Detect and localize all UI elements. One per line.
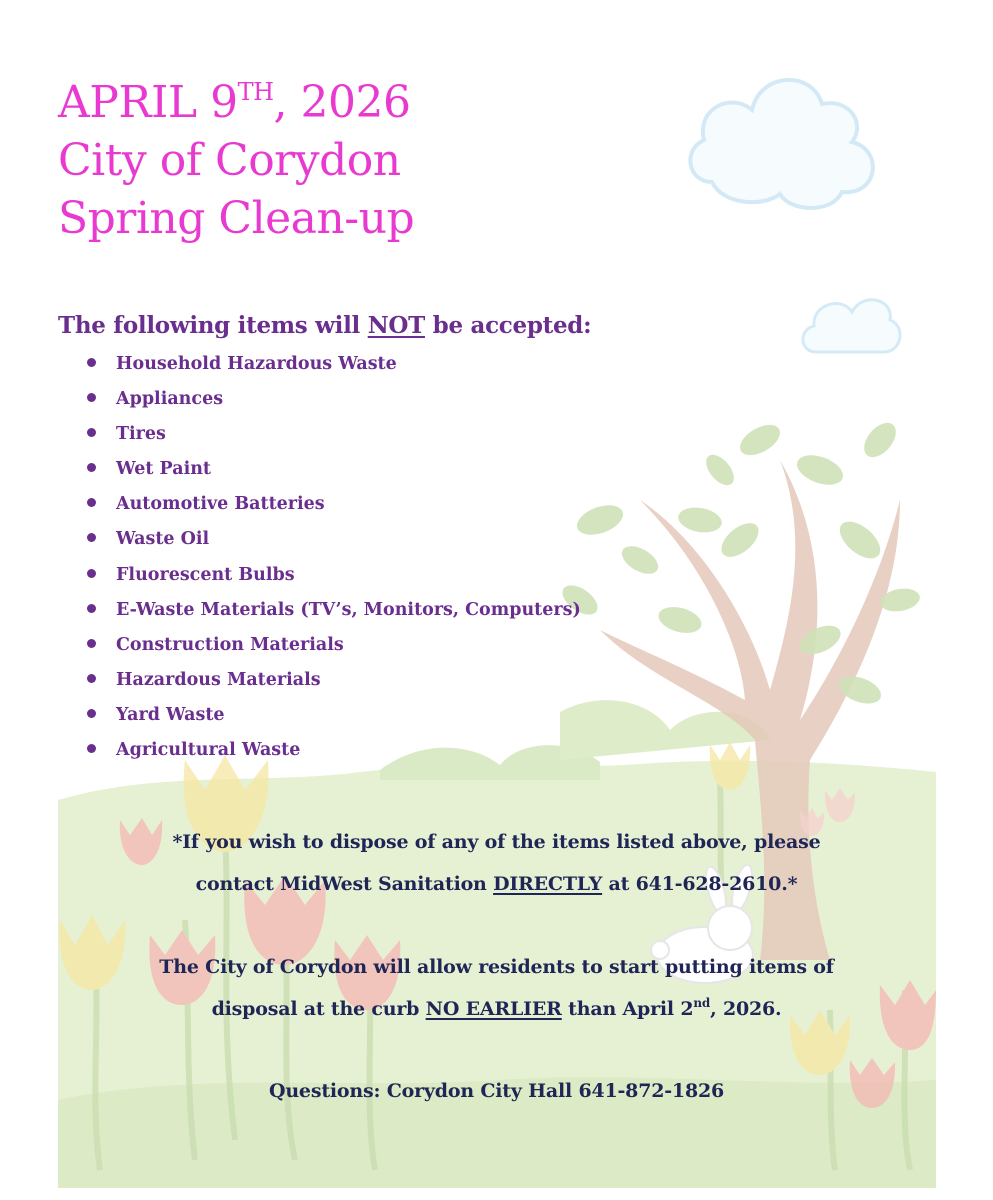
list-item-label: Tires: [116, 424, 166, 445]
not-accepted-heading: [58, 308, 591, 344]
list-item-label: Yard Waste: [116, 704, 225, 725]
bullet-icon: [87, 533, 96, 542]
heading-emphasis: NOT: [367, 312, 425, 339]
event-name: Spring Clean-up: [58, 193, 415, 244]
curb-text-after: , 2026.: [710, 998, 782, 1020]
disposal-notice-line-2: [40, 863, 953, 905]
list-item: [87, 452, 581, 487]
bullet-icon: [87, 744, 96, 753]
list-item: [87, 382, 581, 417]
list-item: [87, 593, 581, 628]
list-item: [87, 417, 581, 452]
list-item: [87, 522, 581, 557]
event-date-text: APRIL 9: [58, 77, 238, 128]
bullet-icon: [87, 393, 96, 402]
heading-text-after: be accepted:: [424, 312, 592, 339]
bullet-icon: [87, 358, 96, 367]
list-item-label: Wet Paint: [116, 459, 212, 480]
bullet-icon: [87, 709, 96, 718]
event-title: [58, 74, 414, 248]
disposal-text-after: at 641-628-2610.*: [602, 873, 798, 895]
list-item: [87, 487, 581, 522]
list-item-label: Fluorescent Bulbs: [116, 564, 295, 585]
bullet-icon: [87, 569, 96, 578]
list-item: [87, 733, 581, 768]
list-item: [87, 698, 581, 733]
curb-text-before: disposal at the curb: [211, 998, 426, 1020]
curb-notice: [40, 946, 953, 1030]
curb-emphasis: NO EARLIER: [425, 998, 562, 1020]
list-item: [87, 558, 581, 593]
disposal-notice: [40, 821, 953, 905]
curb-notice-line-1: The City of Corydon will allow residents to start putting items of: [159, 956, 834, 978]
bullet-icon: [87, 674, 96, 683]
questions-contact: [40, 1070, 953, 1112]
bullet-icon: [87, 604, 96, 613]
list-item-label: Household Hazardous Waste: [116, 354, 397, 374]
list-item: [87, 663, 581, 698]
bullet-icon: [87, 639, 96, 648]
event-date-year: , 2026: [273, 77, 411, 128]
bullet-icon: [87, 428, 96, 437]
list-item-label: Agricultural Waste: [116, 740, 301, 761]
list-item-label: Appliances: [116, 389, 224, 410]
list-item: [87, 628, 581, 663]
bullet-icon: [87, 498, 96, 507]
list-item-label: E-Waste Materials (TV’s, Monitors, Computers): [116, 599, 581, 620]
not-accepted-list: [87, 347, 581, 768]
list-item-label: Waste Oil: [116, 529, 210, 550]
list-item-label: Automotive Batteries: [116, 494, 325, 515]
list-item-label: Hazardous Materials: [116, 669, 321, 690]
disposal-notice-line-1: *If you wish to dispose of any of the items listed above, please: [172, 831, 821, 853]
curb-notice-line-2: [40, 988, 953, 1030]
questions-contact-text: Questions: Corydon City Hall 641-872-1826: [268, 1080, 725, 1102]
curb-text-middle: than April 2: [561, 998, 694, 1020]
bullet-icon: [87, 463, 96, 472]
event-date: [58, 74, 414, 132]
list-item-label: Construction Materials: [116, 634, 344, 655]
event-city: City of Corydon: [58, 135, 401, 186]
disposal-emphasis: DIRECTLY: [493, 873, 603, 895]
disposal-text-before: contact MidWest Sanitation: [195, 873, 494, 895]
curb-date-ordinal: nd: [693, 996, 711, 1010]
heading-text-before: The following items will: [58, 312, 368, 339]
event-date-ordinal: TH: [237, 78, 274, 106]
list-item: [87, 347, 581, 382]
